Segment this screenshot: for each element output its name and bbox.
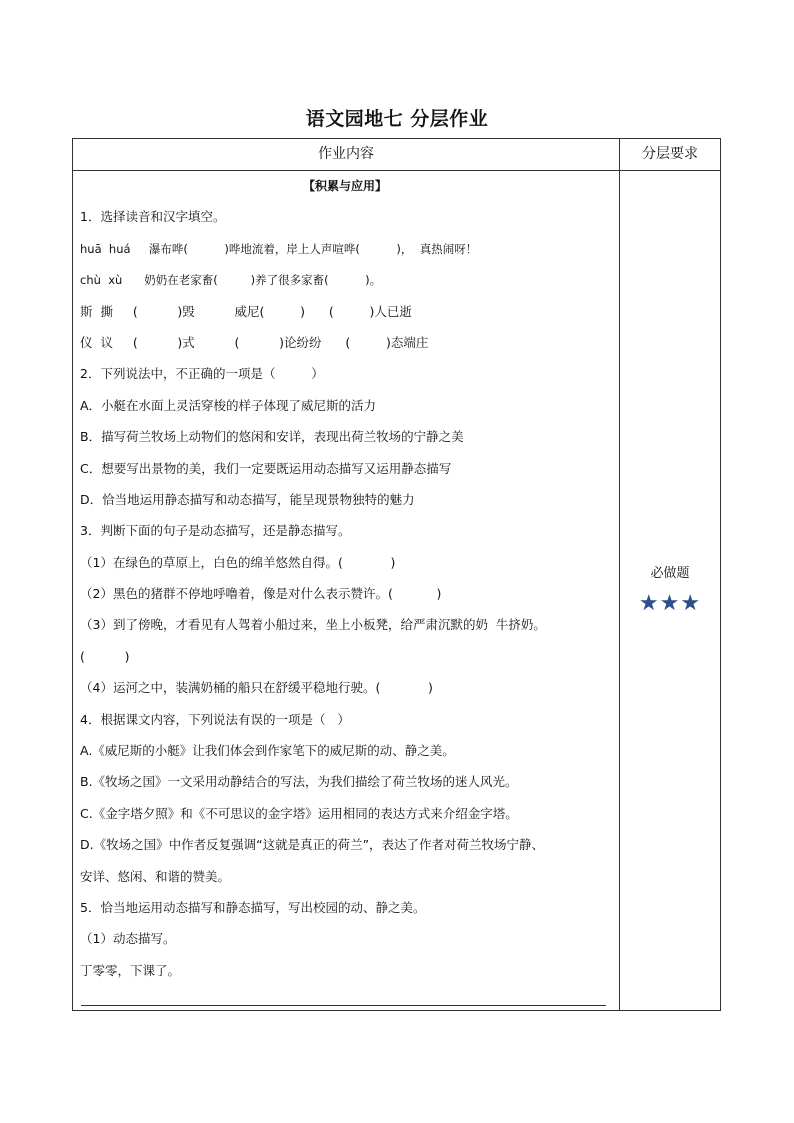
- question-4-option-a: A.《威尼斯的小艇》让我们体会到作家笔下的威尼斯的动、静之美。: [80, 743, 455, 759]
- question-3-item-3-blank: ( ): [80, 648, 130, 664]
- question-2-option-a: A．小艇在水面上灵活穿梭的样子体现了威尼斯的活力: [80, 397, 377, 413]
- exercise-content: [80, 176, 610, 992]
- answer-line[interactable]: [81, 1005, 606, 1006]
- homework-table: [72, 138, 721, 1011]
- question-3-item-2: （2）黑色的猪群不停地呼噜着，像是对什么表示赞许。( ): [80, 586, 442, 602]
- question-3-item-1: （1）在绿色的草原上，白色的绵羊悠然自得。( ): [80, 554, 396, 570]
- question-1-row-chu: chù xù 奶奶在老家畜( )养了很多家畜( )。: [80, 273, 382, 288]
- question-1-row-yi: 仪 议 ( )式 ( )论纷纷 ( )态端庄: [80, 334, 429, 350]
- column-header-requirement: 分层要求: [642, 146, 698, 162]
- question-1-row-si: 斯 撕 ( )毁 威尼( ) ( )人已逝: [80, 303, 412, 319]
- question-4-option-b: B.《牧场之国》一文采用动静结合的写法，为我们描绘了荷兰牧场的迷人风光。: [80, 774, 518, 790]
- section-label: 【积累与应用】: [302, 179, 387, 193]
- requirement-label: 必做题: [650, 566, 690, 581]
- question-3-title: 3．判断下面的句子是动态描写，还是静态描写。: [80, 523, 351, 539]
- question-4-option-c: C.《金字塔夕照》和《不可思议的金字塔》运用相同的表达方式来介绍金字塔。: [80, 805, 518, 821]
- page-title: 语文园地七 分层作业: [305, 108, 489, 130]
- question-2-option-b: B．描写荷兰牧场上动物们的悠闲和安详，表现出荷兰牧场的宁静之美: [80, 429, 464, 445]
- question-4-title: 4．根据课文内容，下列说法有误的一项是（ ）: [80, 711, 350, 727]
- header-divider: [73, 170, 720, 171]
- question-5-answer-start: 丁零零，下课了。: [80, 962, 181, 978]
- question-4-option-d-cont: 安详、悠闲、和谐的赞美。: [80, 868, 231, 884]
- question-2-option-c: C．想要写出景物的美，我们一定要既运用动态描写又运用静态描写: [80, 460, 452, 476]
- question-4-option-d: D.《牧场之国》中作者反复强调“这就是真正的荷兰”，表达了作者对荷兰牧场宁静、: [80, 837, 545, 853]
- question-3-item-3: （3）到了傍晚，才看见有人驾着小船过来，坐上小板凳，给严肃沉默的奶 牛挤奶。: [80, 617, 546, 633]
- question-5-title: 5．恰当地运用动态描写和静态描写，写出校园的动、静之美。: [80, 899, 426, 915]
- question-5-sub-1: （1）动态描写。: [80, 931, 176, 947]
- question-2-title: 2．下列说法中，不正确的一项是（ ）: [80, 366, 324, 382]
- question-1-title: 1．选择读音和汉字填空。: [80, 209, 226, 225]
- difficulty-stars-icon: ★★★: [638, 591, 702, 616]
- column-header-content: 作业内容: [318, 146, 374, 162]
- question-3-item-4: （4）运河之中，装满奶桶的船只在舒缓平稳地行驶。( ): [80, 680, 433, 696]
- question-2-option-d: D．恰当地运用静态描写和动态描写，能呈现景物独特的魅力: [80, 491, 415, 507]
- question-1-row-hua: huā huá 瀑布哗( )哗地流着，岸上人声喧哗( )， 真热闹呀！: [80, 241, 478, 256]
